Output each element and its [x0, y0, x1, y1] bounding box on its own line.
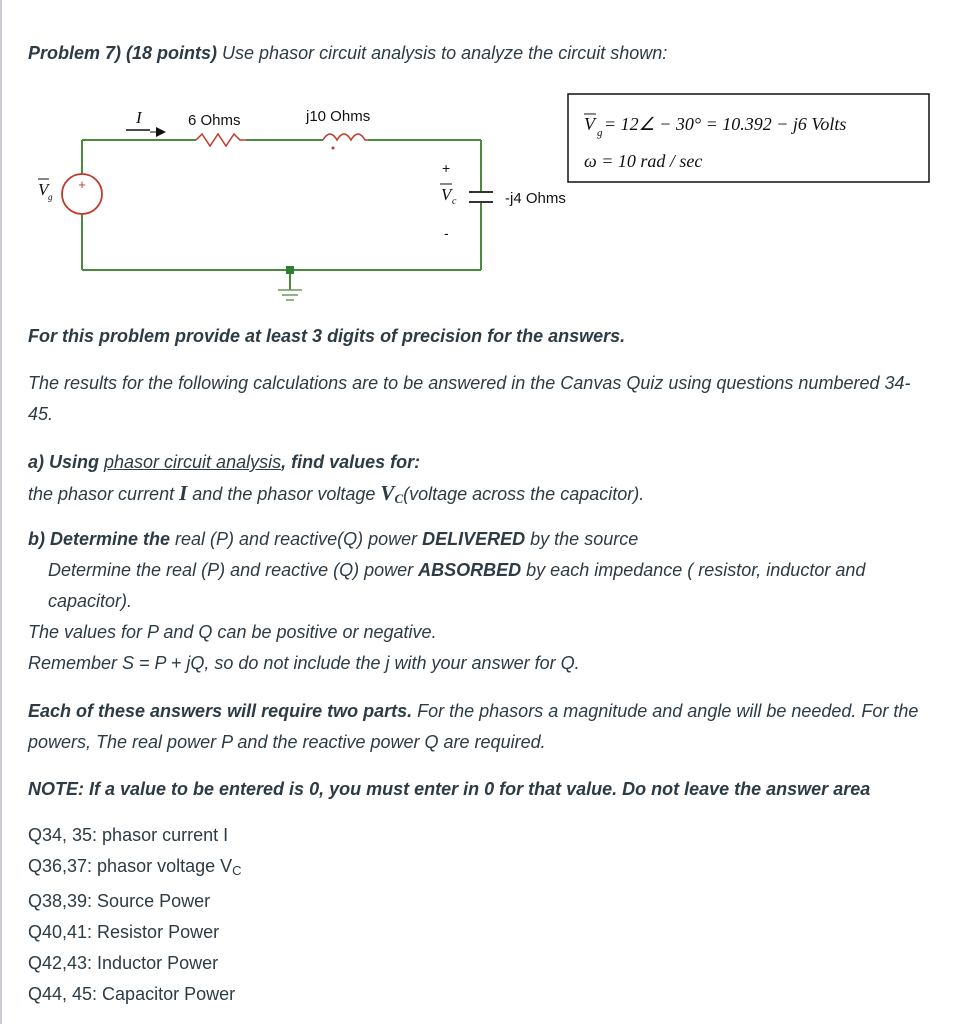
- part-a-tail: , find values for:: [281, 452, 421, 472]
- cap-voltage-sub: c: [452, 196, 457, 207]
- part-b-text-1: real (P) and reactive(Q) power: [170, 529, 423, 549]
- each-answer-note: [28, 696, 938, 758]
- circuit-wires: [82, 140, 481, 290]
- question-item: Q34, 35: phasor current I: [28, 825, 229, 845]
- question-item: Q38,39: Source Power: [28, 891, 211, 911]
- part-a-text-3: (voltage across the capacitor).: [403, 484, 645, 504]
- circuit-diagram: [28, 92, 938, 312]
- var-voltage-sub: C: [394, 491, 404, 506]
- given-vg-symbol: V: [584, 114, 595, 134]
- given-vg-value: = 12∠ − 30° = 10.392 − j6 Volts: [604, 114, 847, 134]
- question-list: [28, 820, 242, 1010]
- cap-plus-sign: +: [442, 160, 451, 176]
- given-omega: ω = 10 rad / sec: [584, 151, 703, 171]
- part-b-text-3: Determine the real (P) and reactive (Q) power: [48, 560, 419, 580]
- question-item-text: Q36,37: phasor voltage V: [28, 856, 233, 876]
- part-b-lead: b) Determine the: [28, 529, 171, 549]
- part-a-text-2: and the phasor voltage: [187, 484, 381, 504]
- question-item: Q42,43: Inductor Power: [28, 953, 219, 973]
- delivered-keyword: DELIVERED: [422, 529, 526, 549]
- capacitor-symbol: [469, 192, 493, 202]
- given-vg-sub: g: [597, 127, 603, 139]
- source-label: V: [38, 180, 49, 199]
- resistor-label: 6 Ohms: [188, 112, 241, 129]
- absorbed-keyword: ABSORBED: [418, 560, 522, 580]
- source-plus-sign: +: [78, 177, 86, 192]
- cap-minus-sign: -: [444, 225, 449, 241]
- current-label: I: [136, 108, 142, 127]
- part-a-lead: a) Using: [28, 452, 105, 472]
- precision-note: For this problem provide at least 3 digits of precision for the answers.: [28, 326, 626, 346]
- question-item-sub: C: [232, 863, 242, 878]
- ground-icon: [278, 290, 302, 300]
- part-b-text-6: Remember S = P + jQ, so do not include the j with your answer for Q.: [28, 653, 580, 673]
- ground-node: [286, 266, 294, 274]
- part-b-text-2: by the source: [525, 529, 639, 549]
- current-arrow-head-icon: [156, 127, 166, 137]
- var-current: I: [179, 481, 188, 505]
- question-item: Q40,41: Resistor Power: [28, 922, 220, 942]
- part-b-text-5: The values for P and Q can be positive or negative.: [28, 622, 437, 642]
- source-label-sub: g: [48, 192, 53, 202]
- results-note: The results for the following calculations are to be answered in the Canvas Quiz using questions numbered 34-45.: [28, 373, 911, 424]
- left-border: [0, 0, 2, 1024]
- problem-instruction: Use phasor circuit analysis to analyze the circuit shown:: [217, 43, 668, 63]
- problem-number: Problem 7) (18 points): [28, 43, 218, 63]
- part-a-text-1: the phasor current: [28, 484, 180, 504]
- problem-title: [28, 38, 667, 69]
- part-b: [28, 524, 928, 679]
- question-item: [28, 851, 242, 886]
- part-a: [28, 447, 928, 514]
- each-note-bold: Each of these answers will require two parts.: [28, 701, 413, 721]
- phasor-analysis-link[interactable]: phasor circuit analysis: [104, 452, 282, 472]
- part-b-text-4: by each impedance ( resistor, inductor and capacitor).: [48, 560, 866, 611]
- capacitor-label: -j4 Ohms: [505, 190, 566, 207]
- zero-value-note: NOTE: If a value to be entered is 0, you must enter in 0 for that value. Do not leave the answer area: [28, 779, 871, 799]
- inductor-symbol: [323, 134, 368, 140]
- resistor-symbol: [196, 134, 246, 146]
- var-voltage: V: [380, 481, 395, 505]
- cap-voltage-label: V: [441, 185, 452, 204]
- each-note-rest: For the phasors a magnitude and angle will be needed. For the powers, The real power P and the reactive power Q are required.: [28, 701, 919, 752]
- inductor-label: j10 Ohms: [306, 108, 371, 125]
- question-item: Q44, 45: Capacitor Power: [28, 984, 236, 1004]
- inductor-dot: [332, 147, 335, 150]
